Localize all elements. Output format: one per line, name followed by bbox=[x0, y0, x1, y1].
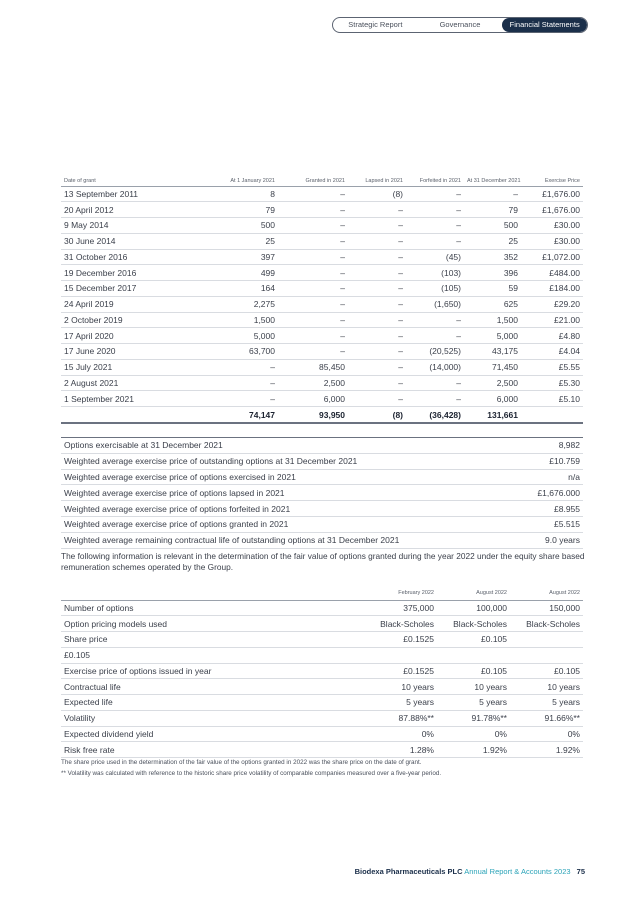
table-cell: 0% bbox=[437, 726, 510, 742]
table-row bbox=[61, 647, 583, 663]
table-cell: 43,175 bbox=[464, 344, 521, 360]
table-row bbox=[61, 632, 583, 648]
table-cell: 79 bbox=[464, 202, 521, 218]
table-cell: – bbox=[278, 281, 348, 297]
table-cell: 25 bbox=[464, 233, 521, 249]
table-cell: – bbox=[348, 359, 406, 375]
table-cell: £30.00 bbox=[521, 218, 583, 234]
table-cell: – bbox=[176, 391, 278, 407]
table-row bbox=[61, 265, 583, 281]
table-row bbox=[61, 469, 583, 485]
table-cell: (14,000) bbox=[406, 359, 464, 375]
table-row bbox=[61, 281, 583, 297]
table-cell: – bbox=[348, 249, 406, 265]
table-cell: 31 October 2016 bbox=[61, 249, 176, 265]
table-cell bbox=[510, 632, 583, 648]
table-cell: £30.00 bbox=[521, 233, 583, 249]
table-cell: 5,000 bbox=[176, 328, 278, 344]
table-cell: 397 bbox=[176, 249, 278, 265]
summary-value: n/a bbox=[501, 469, 583, 485]
totals-row bbox=[61, 407, 583, 424]
summary-value: £10.759 bbox=[501, 453, 583, 469]
table-cell: – bbox=[176, 375, 278, 391]
table-cell: £0.1525 bbox=[361, 663, 437, 679]
table-cell: – bbox=[348, 202, 406, 218]
table-cell: 9 May 2014 bbox=[61, 218, 176, 234]
table-cell: 2,500 bbox=[464, 375, 521, 391]
options-summary-table bbox=[61, 437, 583, 549]
table-cell: £5.30 bbox=[521, 375, 583, 391]
table-row bbox=[61, 296, 583, 312]
table-row bbox=[61, 233, 583, 249]
summary-value: £1,676.000 bbox=[501, 485, 583, 501]
table-cell: 59 bbox=[464, 281, 521, 297]
summary-label: Weighted average exercise price of options forfeited in 2021 bbox=[61, 501, 501, 517]
tab-strategic-report[interactable]: Strategic Report bbox=[348, 20, 403, 29]
table-cell: 79 bbox=[176, 202, 278, 218]
table-row bbox=[61, 695, 583, 711]
table-cell: 2,500 bbox=[278, 375, 348, 391]
table-cell bbox=[510, 647, 583, 663]
table-cell: Expected life bbox=[61, 695, 361, 711]
table-row bbox=[61, 391, 583, 407]
total-cell bbox=[61, 407, 176, 424]
table-cell: (1,650) bbox=[406, 296, 464, 312]
table-cell: 5,000 bbox=[464, 328, 521, 344]
table-row bbox=[61, 218, 583, 234]
table-cell: 2 October 2019 bbox=[61, 312, 176, 328]
summary-label: Weighted average exercise price of options granted in 2021 bbox=[61, 516, 501, 532]
table-row bbox=[61, 344, 583, 360]
table-cell: £5.10 bbox=[521, 391, 583, 407]
table-cell: 6,000 bbox=[464, 391, 521, 407]
table-cell: £5.55 bbox=[521, 359, 583, 375]
table-cell: £29.20 bbox=[521, 296, 583, 312]
table-cell: £1,676.00 bbox=[521, 186, 583, 202]
table-cell: – bbox=[406, 375, 464, 391]
table-cell: 85,450 bbox=[278, 359, 348, 375]
table-cell: £0.105 bbox=[61, 647, 361, 663]
table-row bbox=[61, 616, 583, 632]
table-cell: (45) bbox=[406, 249, 464, 265]
table-row bbox=[61, 328, 583, 344]
table-cell: 63,700 bbox=[176, 344, 278, 360]
total-cell: 93,950 bbox=[278, 407, 348, 424]
tab-financial-statements[interactable]: Financial Statements bbox=[502, 18, 587, 32]
table-cell: 20 April 2012 bbox=[61, 202, 176, 218]
total-cell: 131,661 bbox=[464, 407, 521, 424]
table-cell: – bbox=[406, 391, 464, 407]
table-cell: £0.105 bbox=[437, 632, 510, 648]
table-cell: – bbox=[278, 296, 348, 312]
table-cell: £4.80 bbox=[521, 328, 583, 344]
fair-value-intro: The following information is relevant in the determination of the fair value of options granted during the year 2022 under the equity share based remuneration schemes operated by the Group. bbox=[61, 551, 585, 572]
table-row bbox=[61, 438, 583, 454]
table-cell: 10 years bbox=[437, 679, 510, 695]
table-cell: £484.00 bbox=[521, 265, 583, 281]
table-cell: – bbox=[278, 249, 348, 265]
table-cell: – bbox=[406, 186, 464, 202]
table-cell: 100,000 bbox=[437, 600, 510, 616]
table-cell: 1,500 bbox=[176, 312, 278, 328]
table-cell: 24 April 2019 bbox=[61, 296, 176, 312]
table-cell: £1,072.00 bbox=[521, 249, 583, 265]
summary-label: Weighted average exercise price of options exercised in 2021 bbox=[61, 469, 501, 485]
table-cell: 375,000 bbox=[361, 600, 437, 616]
footnote-share-price: The share price used in the determination of the fair value of the options granted in 2022 was the share price on the date of grant. bbox=[61, 759, 422, 766]
column-header: August 2022 bbox=[549, 589, 580, 596]
page-footer bbox=[355, 867, 585, 876]
table-row bbox=[61, 516, 583, 532]
table-cell: – bbox=[278, 202, 348, 218]
table-cell: – bbox=[348, 328, 406, 344]
table-cell: 352 bbox=[464, 249, 521, 265]
table-cell bbox=[361, 647, 437, 663]
column-header: Lapsed in 2021 bbox=[365, 177, 403, 184]
table-cell: £1,676.00 bbox=[521, 202, 583, 218]
table-cell: Risk free rate bbox=[61, 742, 361, 758]
column-header: Forfeited in 2021 bbox=[419, 177, 461, 184]
table-cell: – bbox=[406, 233, 464, 249]
table-row bbox=[61, 501, 583, 517]
summary-value: 8,982 bbox=[501, 438, 583, 454]
table-cell: £184.00 bbox=[521, 281, 583, 297]
column-header bbox=[61, 588, 361, 600]
summary-label: Weighted average remaining contractual life of outstanding options at 31 December 2021 bbox=[61, 532, 501, 548]
footnote-volatility: ** Volatility was calculated with reference to the historic share price volatility of comparable companies measured over a five-year period. bbox=[61, 770, 442, 777]
table-cell: 8 bbox=[176, 186, 278, 202]
table-cell: – bbox=[278, 312, 348, 328]
total-cell bbox=[521, 407, 583, 424]
table-cell: 17 June 2020 bbox=[61, 344, 176, 360]
table-cell: (105) bbox=[406, 281, 464, 297]
table-cell: – bbox=[348, 344, 406, 360]
tab-governance[interactable]: Governance bbox=[439, 20, 481, 29]
table-row bbox=[61, 726, 583, 742]
table-cell: £0.105 bbox=[510, 663, 583, 679]
summary-label: Options exercisable at 31 December 2021 bbox=[61, 438, 501, 454]
table-row bbox=[61, 742, 583, 758]
table-cell: – bbox=[348, 265, 406, 281]
table-row bbox=[61, 485, 583, 501]
table-cell: Expected dividend yield bbox=[61, 726, 361, 742]
table-cell: Volatility bbox=[61, 710, 361, 726]
column-header: Date of grant bbox=[64, 177, 96, 184]
table-cell: £4.04 bbox=[521, 344, 583, 360]
table-cell: – bbox=[278, 186, 348, 202]
table-cell: 0% bbox=[510, 726, 583, 742]
table-row bbox=[61, 710, 583, 726]
table-cell: – bbox=[176, 359, 278, 375]
table-cell: 6,000 bbox=[278, 391, 348, 407]
summary-label: Weighted average exercise price of outstanding options at 31 December 2021 bbox=[61, 453, 501, 469]
table-cell: 1.92% bbox=[510, 742, 583, 758]
table-cell: 71,450 bbox=[464, 359, 521, 375]
table-cell: – bbox=[406, 202, 464, 218]
report-title: Annual Report & Accounts 2023 bbox=[464, 867, 571, 876]
table-cell: £0.105 bbox=[437, 663, 510, 679]
table-cell: 5 years bbox=[510, 695, 583, 711]
table-cell: 10 years bbox=[361, 679, 437, 695]
table-cell: (8) bbox=[348, 186, 406, 202]
table-cell: – bbox=[278, 265, 348, 281]
column-header: August 2022 bbox=[476, 589, 507, 596]
table-cell: – bbox=[348, 312, 406, 328]
table-cell: – bbox=[348, 233, 406, 249]
table-cell: Option pricing models used bbox=[61, 616, 361, 632]
table-cell: 164 bbox=[176, 281, 278, 297]
table-row bbox=[61, 186, 583, 202]
table-cell: 15 July 2021 bbox=[61, 359, 176, 375]
table-cell: 30 June 2014 bbox=[61, 233, 176, 249]
table-cell: – bbox=[348, 375, 406, 391]
table-cell: – bbox=[278, 328, 348, 344]
column-header: Exercise Price bbox=[544, 177, 580, 184]
table-cell: Black-Scholes bbox=[437, 616, 510, 632]
summary-label: Weighted average exercise price of options lapsed in 2021 bbox=[61, 485, 501, 501]
table-row bbox=[61, 453, 583, 469]
table-cell: Exercise price of options issued in year bbox=[61, 663, 361, 679]
table-cell: 500 bbox=[464, 218, 521, 234]
table-cell: 1,500 bbox=[464, 312, 521, 328]
table-row bbox=[61, 312, 583, 328]
table-cell: 91.66%** bbox=[510, 710, 583, 726]
table-cell: Black-Scholes bbox=[361, 616, 437, 632]
company-name: Biodexa Pharmaceuticals PLC bbox=[354, 867, 463, 876]
table-cell: – bbox=[348, 218, 406, 234]
table-cell: 500 bbox=[176, 218, 278, 234]
table-cell bbox=[437, 647, 510, 663]
table-cell: 150,000 bbox=[510, 600, 583, 616]
table-row bbox=[61, 600, 583, 616]
table-cell: 1.92% bbox=[437, 742, 510, 758]
table-cell: 396 bbox=[464, 265, 521, 281]
table-cell: 25 bbox=[176, 233, 278, 249]
table-cell: 15 December 2017 bbox=[61, 281, 176, 297]
total-cell: 74,147 bbox=[176, 407, 278, 424]
table-cell: – bbox=[348, 296, 406, 312]
table-cell: £21.00 bbox=[521, 312, 583, 328]
table-cell: 10 years bbox=[510, 679, 583, 695]
total-cell: (36,428) bbox=[406, 407, 464, 424]
table-row bbox=[61, 663, 583, 679]
table-row bbox=[61, 679, 583, 695]
column-header: February 2022 bbox=[398, 589, 434, 596]
summary-value: 9.0 years bbox=[501, 532, 583, 548]
table-cell: 5 years bbox=[361, 695, 437, 711]
table-cell: 1 September 2021 bbox=[61, 391, 176, 407]
table-row bbox=[61, 359, 583, 375]
table-cell: (103) bbox=[406, 265, 464, 281]
fair-value-table bbox=[61, 588, 583, 758]
section-nav bbox=[332, 17, 588, 33]
table-cell: – bbox=[278, 218, 348, 234]
summary-value: £5.515 bbox=[501, 516, 583, 532]
table-cell: 625 bbox=[464, 296, 521, 312]
column-header: Granted in 2021 bbox=[305, 177, 345, 184]
table-cell: £0.1525 bbox=[361, 632, 437, 648]
table-cell: – bbox=[348, 391, 406, 407]
table-cell: 13 September 2011 bbox=[61, 186, 176, 202]
column-header: At 31 December 2021 bbox=[467, 177, 521, 184]
table-cell: – bbox=[406, 328, 464, 344]
table-cell: – bbox=[406, 218, 464, 234]
table-cell: Black-Scholes bbox=[510, 616, 583, 632]
summary-value: £8.955 bbox=[501, 501, 583, 517]
table-cell: 91.78%** bbox=[437, 710, 510, 726]
table-cell: 2,275 bbox=[176, 296, 278, 312]
table-cell: – bbox=[348, 281, 406, 297]
table-row bbox=[61, 532, 583, 548]
table-cell: – bbox=[464, 186, 521, 202]
table-cell: 2 August 2021 bbox=[61, 375, 176, 391]
table-cell: – bbox=[278, 233, 348, 249]
column-header: At 1 January 2021 bbox=[230, 177, 275, 184]
total-cell: (8) bbox=[348, 407, 406, 424]
table-cell: 1.28% bbox=[361, 742, 437, 758]
table-cell: 17 April 2020 bbox=[61, 328, 176, 344]
table-cell: 87.88%** bbox=[361, 710, 437, 726]
table-cell: 0% bbox=[361, 726, 437, 742]
table-cell: 5 years bbox=[437, 695, 510, 711]
table-row bbox=[61, 375, 583, 391]
table-cell: (20,525) bbox=[406, 344, 464, 360]
table-cell: Contractual life bbox=[61, 679, 361, 695]
table-cell: 19 December 2016 bbox=[61, 265, 176, 281]
table-cell: Share price bbox=[61, 632, 361, 648]
table-cell: – bbox=[278, 344, 348, 360]
table-row bbox=[61, 202, 583, 218]
table-row bbox=[61, 249, 583, 265]
table-cell: 499 bbox=[176, 265, 278, 281]
table-cell: Number of options bbox=[61, 600, 361, 616]
options-grant-table bbox=[61, 165, 583, 424]
table-cell: – bbox=[406, 312, 464, 328]
page-number: 75 bbox=[576, 867, 585, 876]
